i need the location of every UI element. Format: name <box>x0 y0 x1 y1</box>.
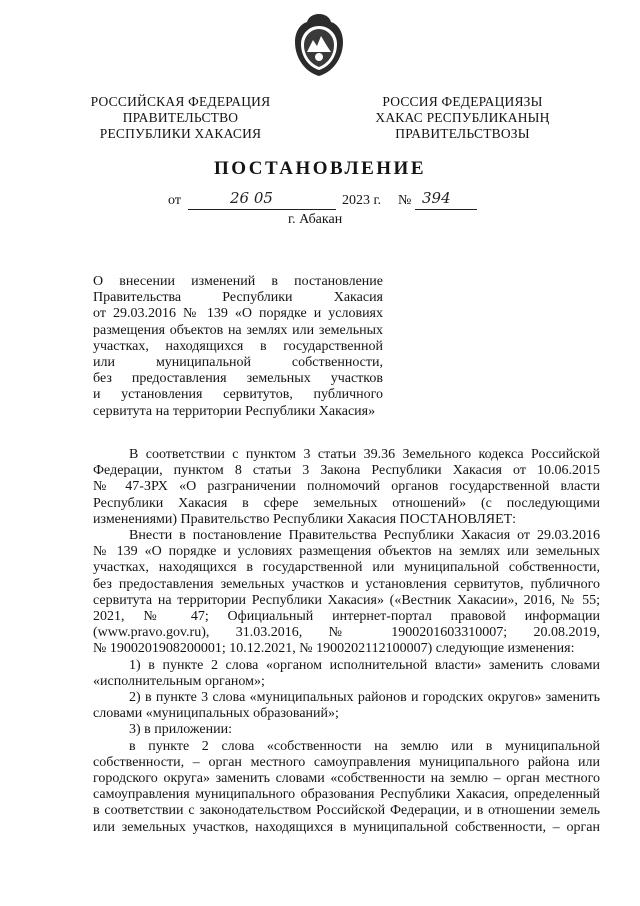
subject-line: от 29.03.2016 № 139 «О порядке и условиях <box>93 306 383 322</box>
number-handwritten: 394 <box>422 189 451 207</box>
date-handwritten: 26 05 <box>230 189 273 207</box>
year-label: 2023 г. <box>342 193 382 208</box>
body-line: словами «муниципальных образований»; <box>93 706 339 722</box>
subject-line: участках, находящихся в государственной <box>93 338 383 354</box>
subject-line: и установления сервитутов, публичного <box>93 387 383 403</box>
body-line: в пункте 2 слова «собственности на землю или в муниципальной <box>129 738 600 754</box>
city: г. Абакан <box>288 212 343 227</box>
subject-line: Правительства Республики Хакасия <box>93 290 383 306</box>
header-right-line: РОССИЯ ФЕДЕРАЦИЯЗЫ <box>382 94 543 109</box>
subject-line: без предоставления земельных участков <box>93 371 383 387</box>
subject-line: размещения объектов на землях или земельных <box>93 322 383 338</box>
subject-line: сервитута на территории Республики Хакасия» <box>93 403 376 419</box>
body-line: или земельных участков, находящихся в муниципальной собственности, – орган <box>93 819 600 835</box>
body-line: участках, находящихся в государственной или муниципальной собственности, <box>93 560 600 576</box>
body-line: № 47-ЗРХ «О разграничении полномочий органов государственной власти <box>93 479 600 495</box>
body-line: в соответствии с законодательством Российской Федерации, и в отношении земель <box>93 803 600 819</box>
header-left-line: РОССИЙСКАЯ ФЕДЕРАЦИЯ <box>90 94 271 109</box>
body-line: Внести в постановление Правительства Республики Хакасия от 29.03.2016 <box>129 528 600 544</box>
header-left-line: ПРАВИТЕЛЬСТВО <box>122 110 239 125</box>
header-right <box>365 94 560 142</box>
body-line: 2021, № 47; Официальный интернет-портал правовой информации <box>93 609 600 625</box>
document-title: ПОСТАНОВЛЕНИЕ <box>213 158 427 179</box>
body-text <box>93 447 600 836</box>
subject-block <box>93 274 383 420</box>
body-line: сервитута на территории Республики Хакасия» («Вестник Хакасии», 2016, № 55; <box>93 592 600 608</box>
body-line: В соответствии с пунктом 3 статьи 39.36 Земельного кодекса Российской <box>129 447 600 462</box>
date-prefix: от <box>168 193 181 208</box>
header-right-line: ХАКАС РЕСПУБЛИКАНЫҢ <box>375 110 550 125</box>
body-line: 3) в приложении: <box>129 722 232 738</box>
header-left-line: РЕСПУБЛИКИ ХАКАСИЯ <box>99 126 262 141</box>
body-line: самоуправления муниципального образования Республики Хакасия, определенный <box>93 787 600 803</box>
body-line: изменениями) Правительство Республики Хакасия ПОСТАНОВЛЯЕТ: <box>93 511 517 527</box>
body-line: собственности, – орган местного самоуправления муниципального района или <box>93 754 600 770</box>
header-right-line: ПРАВИТЕЛЬСТВОЗЫ <box>395 126 530 141</box>
body-line: № 139 «О порядке и условиях размещения объектов на землях или земельных <box>93 544 600 560</box>
body-line: без предоставления земельных участков и установления сервитутов, публичного <box>93 576 600 592</box>
body-line: Федерации, пунктом 8 статьи 3 Закона Республики Хакасия от 10.06.2015 <box>93 463 600 479</box>
body-line: «исполнительным органом»; <box>93 673 265 689</box>
body-line: Республики Хакасия в сфере земельных отношений» (с последующими <box>93 495 600 511</box>
body-line: № 1900201908200001; 10.12.2021, № 1900202112100007) следующие изменения: <box>93 641 575 657</box>
body-line: (www.pravo.gov.ru), 31.03.2016, № 1900201603310007; 20.08.2019, <box>93 625 600 641</box>
body-line: 2) в пункте 3 слова «муниципальных районов и городских округов» заменить <box>129 690 600 706</box>
subject-line: или муниципальной собственности, <box>93 355 383 371</box>
header-left <box>88 94 273 142</box>
subject-line: О внесении изменений в постановление <box>93 274 383 289</box>
body-line: 1) в пункте 2 слова «органом исполнительной власти» заменить словами <box>129 657 600 673</box>
body-line: городского округа» заменить словами «собственности на землю – орган местного <box>93 771 600 787</box>
coat-of-arms-emblem <box>290 12 348 78</box>
number-label: № <box>398 193 412 208</box>
